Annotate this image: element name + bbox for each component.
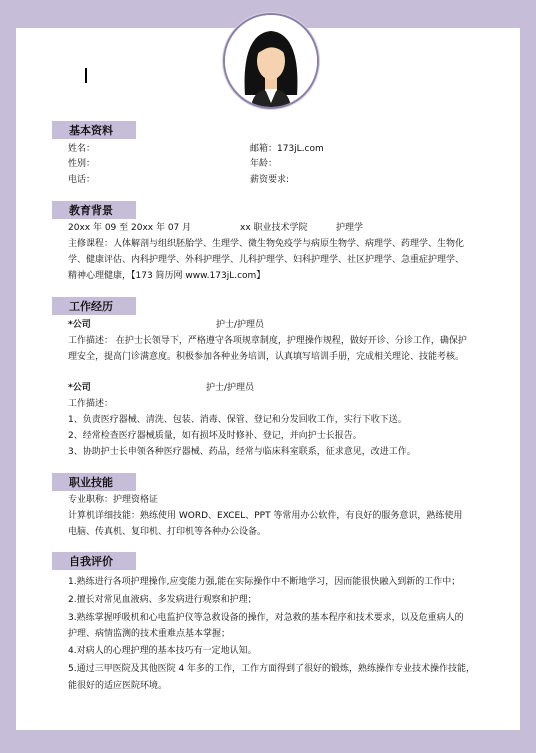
age-field: 年龄：	[250, 159, 278, 169]
section-self	[52, 552, 136, 570]
self-item-4: 4.对病人的心理护理的基本技巧有一定地认知。	[68, 646, 257, 656]
education-courses-line-3: 精神心理健康，【173 简历网 www.173jL.com】	[68, 271, 266, 281]
self-item-2: 2.擅长对常见血液病、多发病进行观察和护理；	[68, 595, 257, 605]
salary-field: 薪资要求:	[250, 175, 290, 185]
skills-cert: 专业职称：护理资格证	[68, 495, 159, 505]
job1-desc-line-1: 工作描述： 在护士长领导下，严格遵守各项规章制度，护理操作规程，做好开诊、分诊工作，确保护	[68, 336, 467, 346]
section-basic-title: 基本资料	[69, 124, 113, 137]
job2-company: *公司	[68, 383, 91, 393]
section-basic	[52, 121, 136, 139]
self-item-5-line-2: 能很好的适应医院环境。	[68, 681, 168, 691]
job1-desc-line-2: 理安全，提高门诊满意度。积极参加各种业务培训，认真填写培训手册，完成相关理论、技能考核。	[68, 352, 465, 362]
job1-title: 护士/护理员	[216, 320, 265, 330]
section-skills-title: 职业技能	[69, 476, 113, 489]
skills-computer-line-1: 计算机详细技能：熟练使用 WORD、EXCEL、PPT 等常用办公软件，有良好的服务意识，熟练使用	[68, 511, 463, 521]
gender-field: 性别：	[68, 159, 96, 169]
education-school: xx 职业技术学院	[240, 223, 308, 233]
job2-title: 护士/护理员	[206, 383, 255, 393]
section-education	[52, 201, 136, 219]
job2-item-2: 2、经常检查医疗器械质量，如有损坏及时修补、登记，并向护士长报告。	[68, 431, 362, 441]
woman-avatar-icon	[225, 15, 317, 107]
self-item-3-line-2: 护理、病情监测的技术重难点基本掌握；	[68, 629, 231, 639]
skills-computer-line-2: 电脑、传真机、复印机、打印机等各种办公设备。	[68, 527, 267, 537]
education-courses-line-1: 主修课程：人体解剖与组织胚胎学、生理学、微生物免疫学与病原生物学、病理学、药理学、生物化	[68, 239, 465, 249]
section-work-title: 工作经历	[69, 300, 113, 313]
self-item-3-line-1: 3.熟练掌握呼吸机和心电监护仪等急救设备的操作，对急救的基本程序和技术要求，以及危重病人的	[68, 613, 464, 623]
education-courses-line-2: 学、健康评估、内科护理学、外科护理学、儿科护理学、妇科护理学、社区护理学、急重症护理学、	[68, 255, 465, 265]
section-work	[52, 297, 136, 315]
job2-item-1: 1、负责医疗器械、清洗、包装、消毒、保管、登记和分发回收工作，实行下收下送。	[68, 415, 407, 425]
phone-field: 电话：	[68, 175, 96, 185]
email-field: 邮箱：173jL.com	[250, 144, 324, 154]
name-field: 姓名：	[68, 144, 96, 154]
avatar	[223, 13, 319, 109]
section-self-title: 自我评价	[69, 555, 113, 568]
text-cursor	[85, 68, 87, 83]
self-item-1: 1.熟练进行各项护理操作,应变能力强,能在实际操作中不断地学习，因而能很快融入到新的工作中；	[68, 577, 461, 587]
section-education-title: 教育背景	[69, 204, 113, 217]
education-period: 20xx 年 09 至 20xx 年 07 月	[68, 223, 192, 233]
section-skills	[52, 473, 136, 491]
education-major: 护理学	[336, 223, 364, 233]
self-item-5-line-1: 5.通过三甲医院及其他医院 4 年多的工作，工作方面得到了很好的锻炼，熟练操作专业技术操作技能，	[68, 664, 476, 674]
job2-item-3: 3、协助护士长申领各种医疗器械、药品，经常与临床科室联系，征求意见，改进工作。	[68, 447, 416, 457]
job1-company: *公司	[68, 320, 91, 330]
job2-desc-label: 工作描述：	[68, 399, 114, 409]
